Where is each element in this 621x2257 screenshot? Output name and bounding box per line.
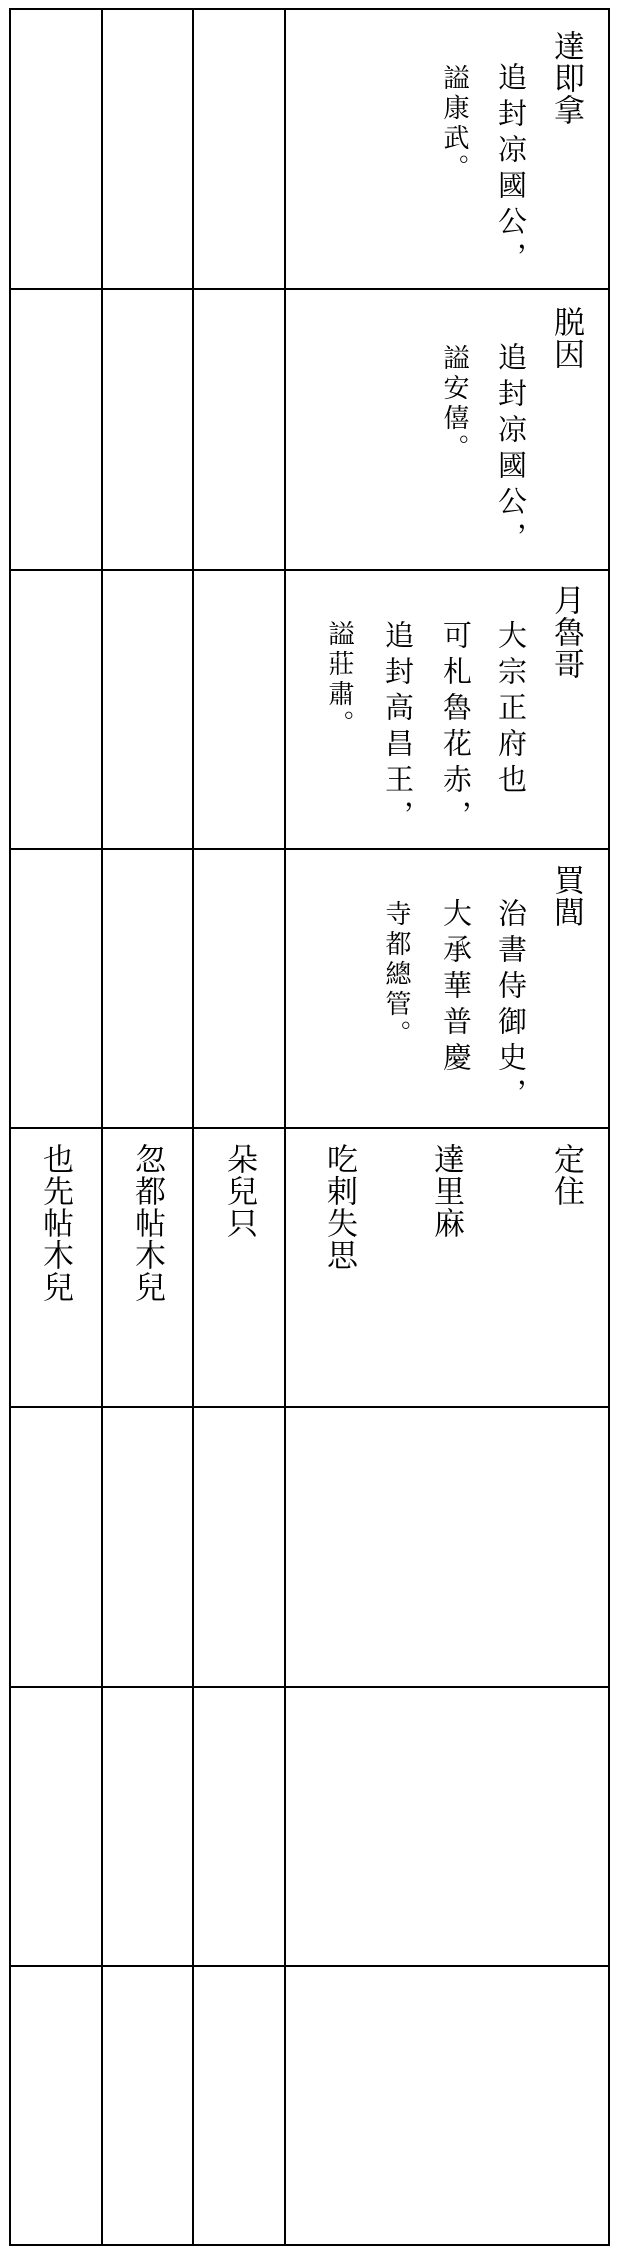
row-3-note-line-2: 可札魯花赤， — [439, 620, 473, 836]
row-1-name: 達即拿 — [548, 30, 584, 126]
row-divider-3 — [9, 848, 610, 850]
row-5-col-name-1: 達里麻 — [428, 1143, 464, 1239]
row-4-note-line-2: 大承華普慶 — [439, 898, 473, 1078]
table-border-bottom — [9, 2244, 610, 2246]
row-divider-1 — [9, 288, 610, 290]
row-3-name: 月魯哥 — [548, 584, 584, 680]
row-5-name: 定住 — [548, 1143, 584, 1207]
row-divider-2 — [9, 569, 610, 571]
row-4-note-line-3: 寺都總管。 — [381, 900, 411, 1050]
row-5-col-name-3: 朵兒只 — [221, 1143, 257, 1239]
row-divider-5 — [9, 1406, 610, 1408]
row-1-note-line-2: 謚康武。 — [439, 64, 469, 184]
row-2-note-line-1: 追封凉國公， — [494, 342, 528, 558]
row-5-col-name-2: 吃剌失思 — [321, 1143, 357, 1271]
row-divider-4 — [9, 1127, 610, 1129]
row-1-note-line-1: 追封凉國公， — [494, 62, 528, 278]
row-2-note-line-2: 謚安僖。 — [439, 344, 469, 464]
row-4-name: 買閭 — [548, 864, 584, 928]
row-divider-7 — [9, 1965, 610, 1967]
row-3-note-line-3: 追封高昌王， — [381, 620, 415, 836]
row-3-note-line-4: 謚莊肅。 — [324, 620, 354, 740]
row-5-col-name-4: 忽都帖木兒 — [129, 1143, 165, 1303]
row-4-note-line-1: 治書侍御史， — [494, 898, 528, 1114]
row-2-name: 脱因 — [548, 306, 584, 370]
row-3-note-line-1: 大宗正府也 — [494, 620, 528, 800]
table-border-top — [9, 8, 610, 10]
row-divider-6 — [9, 1686, 610, 1688]
row-5-col-name-5: 也先帖木兒 — [37, 1143, 73, 1303]
